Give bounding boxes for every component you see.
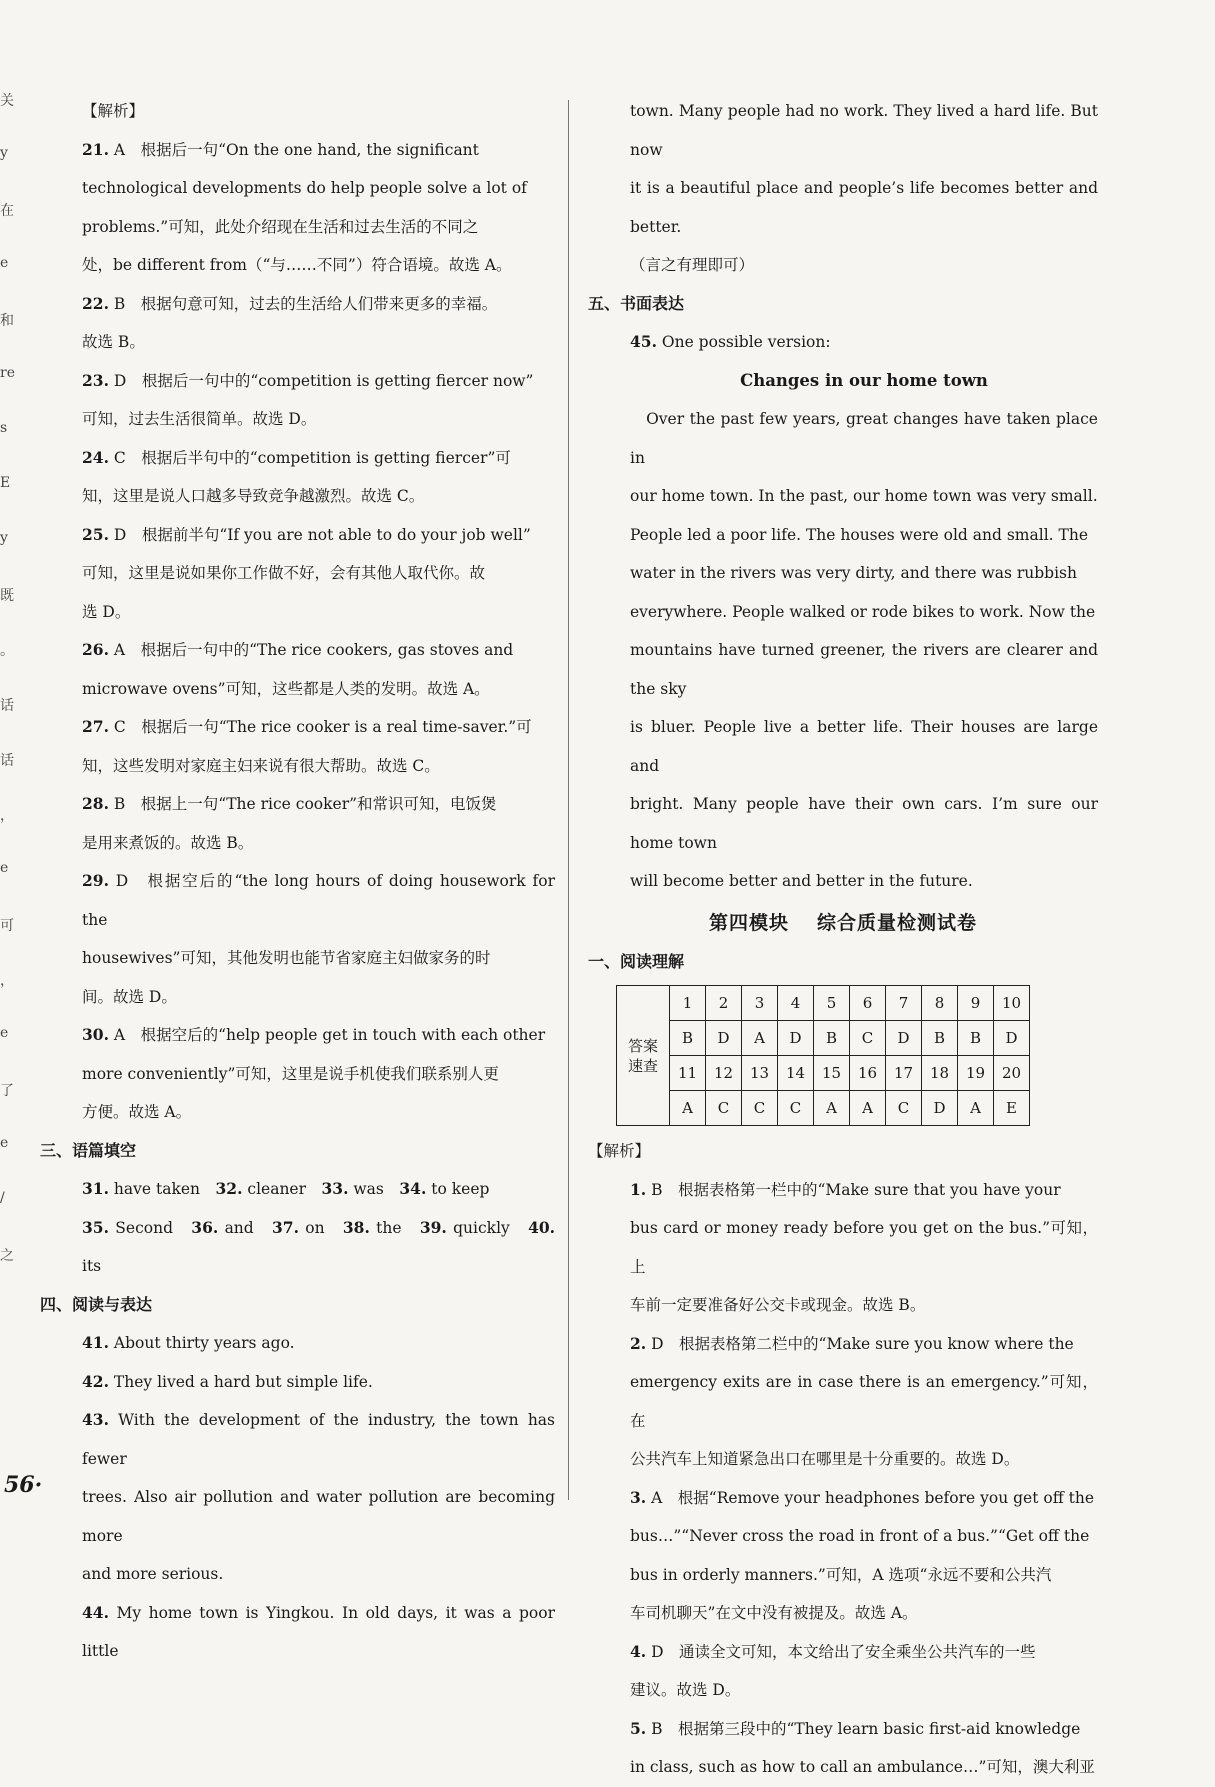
item-number: 2. (630, 1333, 647, 1353)
text-line (40, 1055, 555, 1094)
text-line: （言之有理即可） (630, 256, 755, 274)
grammar-fill-answers (40, 1170, 555, 1286)
item-text: Second (108, 1218, 192, 1237)
margin-fragment: s (0, 420, 8, 436)
text-line (40, 246, 555, 285)
item-number: 5. (630, 1718, 647, 1738)
answer-cell: C (706, 1091, 742, 1126)
module-title (588, 903, 1098, 943)
item-text: 可知，过去生活很简单。故选 D。 (82, 410, 317, 428)
item-number: 34. (399, 1179, 427, 1198)
item-text: 公共汽车上知道紧急出口在哪里是十分重要的。故选 D。 (630, 1450, 1020, 1468)
margin-fragment: E (0, 475, 11, 491)
margin-fragment: 在 (0, 203, 14, 219)
answer-44-continuation (588, 92, 1098, 285)
text-line (588, 1286, 1098, 1325)
page-number: 56· (4, 1472, 43, 1498)
answer-cell: D (706, 1021, 742, 1056)
item-number: 36. (191, 1217, 219, 1237)
margin-fragment: e (0, 1025, 9, 1041)
item-text: have taken (108, 1180, 216, 1198)
text-line (588, 1171, 1098, 1210)
item-text: B 根据句意可知，过去的生活给人们带来更多的幸福。 (108, 294, 498, 313)
item-text: B 根据表格第一栏中的“Make sure that you have your (646, 1180, 1061, 1199)
item-text: About thirty years ago. (108, 1334, 295, 1352)
answer-cell: A (958, 1091, 994, 1126)
left-margin-bleed-text (0, 90, 16, 1290)
item-text: and more serious. (82, 1565, 224, 1583)
margin-fragment: e (0, 860, 9, 876)
item-text: bus…”“Never cross the road in front of a bus.”“Get off the (630, 1527, 1090, 1545)
item-text: the (369, 1218, 420, 1237)
margin-fragment: 可 (0, 918, 14, 934)
item-text: My home town is Yingkou. In old days, it was a poor little (82, 1603, 555, 1660)
text-line (40, 1401, 555, 1478)
reading-expression-answers (40, 1324, 555, 1671)
item-text: 选 D。 (82, 602, 131, 621)
item-number: 35. (82, 1217, 109, 1237)
item-text: A 根据空后的“help people get in touch with each other (108, 1026, 546, 1044)
answer-cell: C (778, 1091, 814, 1126)
text-line (588, 1517, 1098, 1556)
margin-fragment: e (0, 1135, 9, 1151)
item-text: They lived a hard but simple life. (108, 1372, 373, 1391)
text-line (40, 1478, 555, 1555)
question-45 (588, 323, 1098, 362)
item-text: on (298, 1218, 343, 1237)
model-essay (588, 400, 1098, 901)
text-line (40, 593, 555, 632)
qnum-cell: 19 (958, 1056, 994, 1091)
margin-fragment: 话 (0, 698, 14, 714)
item-text: 方便。故选 A。 (82, 1103, 192, 1121)
item-number: 42. (82, 1371, 109, 1391)
text-line (40, 1555, 555, 1594)
section-three-title: 三、语篇填空 (40, 1140, 137, 1160)
right-column (588, 92, 1098, 1787)
answer-cell: D (922, 1091, 958, 1126)
margin-fragment: ， (0, 973, 14, 989)
answer-cell: A (670, 1091, 706, 1126)
qnum-cell: 4 (778, 986, 814, 1021)
column-divider (568, 100, 569, 1500)
text-line (40, 400, 555, 439)
text-line (588, 1363, 1098, 1440)
table-label-line1: 答案 (627, 1036, 658, 1055)
qnum-cell: 8 (922, 986, 958, 1021)
answer-cell: B (922, 1021, 958, 1056)
text-line: is bluer. People live a better life. Their houses are large and (630, 718, 1098, 775)
qnum-cell: 11 (670, 1056, 706, 1091)
answer-cell: B (814, 1021, 850, 1056)
text-line (40, 323, 555, 362)
text-line: Over the past few years, great changes have taken place in (630, 410, 1098, 467)
item-text: C 根据后半句中的“competition is getting fiercer”可 (108, 448, 511, 467)
item-text: 处，be different from（“与……不同”）符合语境。故选 A。 (82, 256, 512, 274)
text-line: bright. Many people have their own cars. I’m sure our home town (630, 795, 1098, 852)
item-number: 45. (630, 332, 657, 351)
qnum-cell: 3 (742, 986, 778, 1021)
item-number: 37. (272, 1217, 299, 1237)
text-line (40, 631, 555, 670)
item-text: D 根据前半句“If you are not able to do your job well” (108, 525, 531, 544)
item-number: 41. (82, 1333, 109, 1352)
item-number: 29. (82, 871, 109, 890)
text-line: mountains have turned greener, the rivers are clearer and the sky (630, 641, 1098, 698)
item-text: A 根据后一句“On the one hand, the significant (108, 140, 479, 159)
item-text: in class, such as how to call an ambulance…”可知，澳大利亚 (630, 1758, 1095, 1776)
item-text: B 根据上一句“The rice cooker”和常识可知，电饭煲 (108, 795, 497, 813)
table-label (617, 986, 670, 1126)
text-line (40, 1594, 555, 1671)
margin-fragment: e (0, 255, 9, 271)
text-line (40, 939, 555, 978)
text-line (40, 516, 555, 555)
item-text: 车前一定要准备好公交卡或现金。故选 B。 (630, 1296, 926, 1314)
margin-fragment: y (0, 145, 8, 161)
answer-cell: A (742, 1021, 778, 1056)
item-text: With the development of the industry, the town has fewer (82, 1411, 555, 1468)
text-line (40, 1324, 555, 1363)
item-number: 28. (82, 794, 109, 813)
section-five-title: 五、书面表达 (588, 293, 685, 313)
item-number: 1. (630, 1179, 647, 1199)
qnum-cell: 20 (994, 1056, 1030, 1091)
text-line (588, 1325, 1098, 1364)
left-column (40, 92, 555, 1671)
essay-title: Changes in our home town (740, 370, 988, 390)
item-number: 26. (82, 640, 109, 659)
text-line (588, 1671, 1098, 1710)
item-text: C 根据后一句“The rice cooker is a real time-saver.”可 (108, 718, 532, 736)
answer-cell: C (742, 1091, 778, 1126)
item-number: 21. (82, 139, 109, 159)
answer-cell: D (778, 1021, 814, 1056)
item-number: 4. (630, 1641, 647, 1661)
margin-fragment: 既 (0, 588, 14, 604)
item-text: to keep (426, 1180, 490, 1198)
cloze-explanations (40, 131, 555, 1132)
answer-cell: C (850, 1021, 886, 1056)
item-text: its (82, 1257, 102, 1275)
item-text: was (348, 1180, 400, 1198)
qnum-cell: 7 (886, 986, 922, 1021)
text-line (588, 1710, 1098, 1749)
item-text: 可知，这里是说如果你工作做不好，会有其他人取代你。故 (82, 564, 486, 582)
answer-cell: B (958, 1021, 994, 1056)
item-number: 43. (82, 1410, 109, 1429)
item-text: bus card or money ready before you get on the bus.”可知，上 (630, 1219, 1098, 1276)
item-text: technological developments do help people solve a lot of (82, 179, 527, 197)
item-text: 是用来煮饭的。故选 B。 (82, 833, 254, 852)
qnum-cell: 13 (742, 1056, 778, 1091)
item-text: 车司机聊天”在文中没有被提及。故选 A。 (630, 1604, 918, 1622)
item-number: 32. (215, 1179, 243, 1198)
text-line (40, 439, 555, 478)
margin-fragment: 之 (0, 1248, 14, 1264)
item-text: housewives”可知，其他发明也能节省家庭主妇做家务的时 (82, 949, 491, 967)
item-text: B 根据第三段中的“They learn basic first-aid knowledge (646, 1719, 1081, 1738)
item-number: 23. (82, 370, 109, 390)
item-text: 知，这些发明对家庭主妇来说有很大帮助。故选 C。 (82, 756, 440, 775)
table-label-line2: 速查 (627, 1056, 658, 1075)
qnum-cell: 1 (670, 986, 706, 1021)
qnum-cell: 6 (850, 986, 886, 1021)
item-text: more conveniently”可知，这里是说手机使我们联系别人更 (82, 1064, 499, 1083)
text-line: it is a beautiful place and people’s life becomes better and better. (630, 179, 1098, 236)
answer-cell: D (994, 1021, 1030, 1056)
qnum-cell: 17 (886, 1056, 922, 1091)
margin-fragment: / (0, 1190, 5, 1206)
item-number: 30. (82, 1025, 109, 1044)
qnum-cell: 16 (850, 1056, 886, 1091)
item-text: A 根据后一句中的“The rice cookers, gas stoves and (108, 641, 514, 659)
text-line (40, 708, 555, 747)
item-number: 40. (528, 1217, 556, 1237)
section-four-title: 四、阅读与表达 (40, 1294, 153, 1314)
item-text: D 通读全文可知，本文给出了安全乘坐公共汽车的一些 (646, 1642, 1036, 1661)
text-line (40, 554, 555, 593)
reading-explanations (588, 1171, 1098, 1787)
item-text: D 根据后一句中的“competition is getting fiercer now” (108, 371, 534, 390)
text-line (40, 285, 555, 324)
qnum-cell: 2 (706, 986, 742, 1021)
text-line: will become better and better in the future. (630, 872, 973, 890)
item-number: 44. (82, 1602, 109, 1622)
item-text: and (218, 1218, 272, 1237)
text-line (588, 1440, 1098, 1479)
item-text: microwave ovens”可知，这些都是人类的发明。故选 A。 (82, 679, 490, 698)
text-line (40, 169, 555, 208)
section-one-title: 一、阅读理解 (588, 951, 685, 971)
text-line (40, 785, 555, 824)
item-text: emergency exits are in case there is an emergency.”可知，在 (630, 1373, 1098, 1430)
item-text: 知，这里是说人口越多导致竞争越激烈。故选 C。 (82, 487, 425, 505)
text-line (40, 208, 555, 247)
item-text: quickly (446, 1218, 529, 1237)
text-line (588, 1748, 1098, 1787)
margin-fragment: y (0, 530, 8, 546)
text-line: our home town. In the past, our home town was very small. (630, 487, 1098, 505)
item-number: 25. (82, 524, 109, 544)
text-line (40, 1363, 555, 1402)
margin-fragment: 关 (0, 93, 14, 109)
text-line (40, 131, 555, 170)
item-text: 建议。故选 D。 (630, 1681, 741, 1699)
text-line: People led a poor life. The houses were old and small. The (630, 525, 1089, 544)
jiexi-label-right: 【解析】 (588, 1142, 651, 1160)
margin-fragment: 和 (0, 313, 14, 329)
margin-fragment: re (0, 365, 15, 381)
margin-fragment: 。 (0, 643, 14, 659)
module-title-part-a: 第四模块 (708, 911, 789, 934)
text-line: everywhere. People walked or rode bikes to work. Now the (630, 602, 1096, 621)
module-title-part-b: 综合质量检测试卷 (817, 911, 978, 934)
text-line: water in the rivers was very dirty, and there was rubbish (630, 564, 1077, 582)
item-text: A 根据“Remove your headphones before you get off the (646, 1488, 1095, 1507)
text-line (588, 1209, 1098, 1286)
answer-quick-check-table (616, 985, 1030, 1126)
qnum-cell: 14 (778, 1056, 814, 1091)
text-line (588, 1479, 1098, 1518)
item-text: One possible version: (656, 333, 831, 351)
text-line (40, 1016, 555, 1055)
item-number: 27. (82, 717, 109, 736)
text-line (588, 1594, 1098, 1633)
text-line (40, 477, 555, 516)
item-number: 3. (630, 1487, 647, 1507)
margin-fragment: 话 (0, 753, 14, 769)
item-number: 22. (82, 293, 109, 313)
item-text: problems.”可知，此处介绍现在生活和过去生活的不同之 (82, 217, 479, 236)
answer-cell: C (886, 1091, 922, 1126)
text-line (40, 670, 555, 709)
item-text: trees. Also air pollution and water pollution are becoming more (82, 1488, 555, 1545)
text-line (40, 862, 555, 939)
qnum-cell: 18 (922, 1056, 958, 1091)
qnum-cell: 15 (814, 1056, 850, 1091)
text-line (40, 978, 555, 1017)
item-text: bus in orderly manners.”可知，A 选项“永远不要和公共汽 (630, 1565, 1052, 1584)
answer-cell: E (994, 1091, 1030, 1126)
item-number: 31. (82, 1179, 109, 1198)
item-text: 故选 B。 (82, 333, 145, 351)
answer-cell: D (886, 1021, 922, 1056)
text-line (40, 362, 555, 401)
item-text: 间。故选 D。 (82, 987, 177, 1006)
margin-fragment: ， (0, 808, 14, 824)
qnum-cell: 12 (706, 1056, 742, 1091)
text-line (40, 1093, 555, 1132)
item-number: 24. (82, 447, 109, 467)
item-text: D 根据空后的“the long hours of doing housework for the (82, 872, 555, 929)
qnum-cell: 5 (814, 986, 850, 1021)
qnum-cell: 9 (958, 986, 994, 1021)
qnum-cell: 10 (994, 986, 1030, 1021)
text-line (40, 747, 555, 786)
text-line (588, 1556, 1098, 1595)
answer-cell: B (670, 1021, 706, 1056)
text-line (588, 1633, 1098, 1672)
item-text: D 根据表格第二栏中的“Make sure you know where the (646, 1334, 1074, 1353)
item-number: 33. (321, 1179, 349, 1198)
text-line: town. Many people had no work. They lived a hard life. But now (630, 102, 1098, 159)
item-number: 39. (419, 1217, 447, 1237)
answer-cell: A (850, 1091, 886, 1126)
item-number: 38. (342, 1217, 370, 1237)
answer-cell: A (814, 1091, 850, 1126)
fill-answer-line (40, 1209, 555, 1286)
text-line (40, 824, 555, 863)
margin-fragment: 了 (0, 1083, 14, 1099)
fill-answer-line (40, 1170, 555, 1209)
jiexi-label: 【解析】 (82, 102, 145, 120)
item-text: cleaner (242, 1180, 322, 1198)
